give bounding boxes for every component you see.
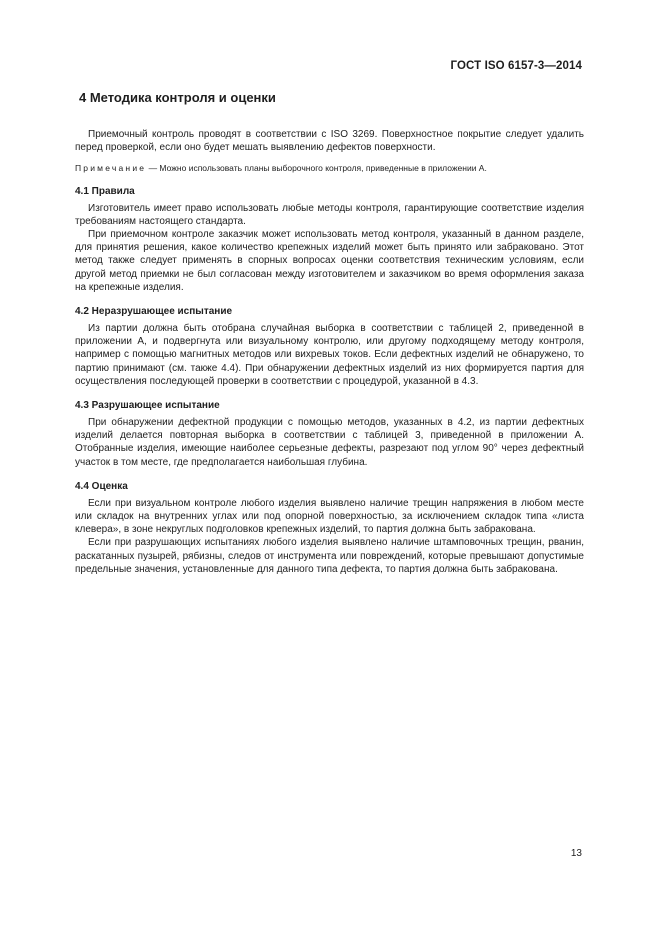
note-text: — Можно использовать планы выборочного контроля, приведенные в приложении А. bbox=[146, 162, 487, 173]
section-intro bbox=[75, 115, 584, 155]
section-intro-text: Приемочный контроль проводят в соответствии с ISO 3269. Поверхностное покрытие следует удалить перед проверкой, если оно будет мешать выявлению дефектов поверхности. bbox=[75, 129, 584, 154]
note-label: Примечание bbox=[75, 162, 147, 173]
subsection-title-4-1: 4.1 Правила bbox=[75, 185, 135, 197]
paragraph: Из партии должна быть отобрана случайная выборка в соответствии с таблицей 2, приведенной в приложении А, и подвергнута или визуальному контролю, или другому подходящему методу контроля, например с помощью магнитных методов или вихревых токов. Если дефектных изделий не обнаружено, то партию принимают (см. также 4.4). При обнаружении дефектных изделий из них формируется партия для осуществления последующей проверки в соответствии с процедурой, указанной в 4.3. bbox=[75, 323, 584, 387]
subsection-title-4-4: 4.4 Оценка bbox=[75, 480, 128, 492]
paragraph: Если при визуальном контроле любого изделия выявлено наличие трещин напряжения в любом месте или складок на внутренних углах или под опорной поверхностью, за исключением складок типа «листа клевера», в зоне некруглых подголовков крепежных изделий, то партия должна быть забракована. bbox=[75, 497, 584, 536]
subsection-title-4-2: 4.2 Неразрушающее испытание bbox=[75, 306, 233, 318]
paragraph: При обнаружении дефектной продукции с помощью методов, указанных в 4.2, из партии дефектных изделий делается повторная выборка в соответствии с таблицей 3, приведенной в приложении А. Отобранные изделия, имеющие наиболее серьезные дефекты, разрезают под углом 90° через дефектный участок в том месте, где предполагается наибольшая глубина. bbox=[75, 417, 584, 468]
paragraph: При приемочном контроле заказчик может использовать метод контроля, указанный в данном разделе, для принятия решения, какое количество крепежных изделий может быть принято или забраковано. Этот метод также следует применять в спорных вопросах оценки соответствия техническим условиям, если другой метод приемки не был согласован между изготовителем и заказчиком во время оформления заказа на крепежные изделия. bbox=[75, 229, 584, 293]
paragraph: Если при разрушающих испытаниях любого изделия выявлено наличие штамповочных трещин, рванин, раскатанных пузырей, рябизны, следов от инструмента или повреждений, которые превышают допустимые предельные значения, установленные для данного типа дефекта, то партия должна быть забракована. bbox=[75, 537, 584, 575]
page-number: 13 bbox=[570, 848, 582, 859]
section-title: 4 Методика контроля и оценки bbox=[79, 90, 276, 105]
paragraph: Изготовитель имеет право использовать любые методы контроля, гарантирующие соответствие изделия требованиям настоящего стандарта. bbox=[75, 202, 584, 227]
standard-code: ГОСТ ISO 6157-3—2014 bbox=[450, 60, 582, 72]
page-content bbox=[75, 90, 584, 576]
subsection-title-4-3: 4.3 Разрушающее испытание bbox=[75, 400, 220, 412]
note bbox=[75, 162, 584, 174]
